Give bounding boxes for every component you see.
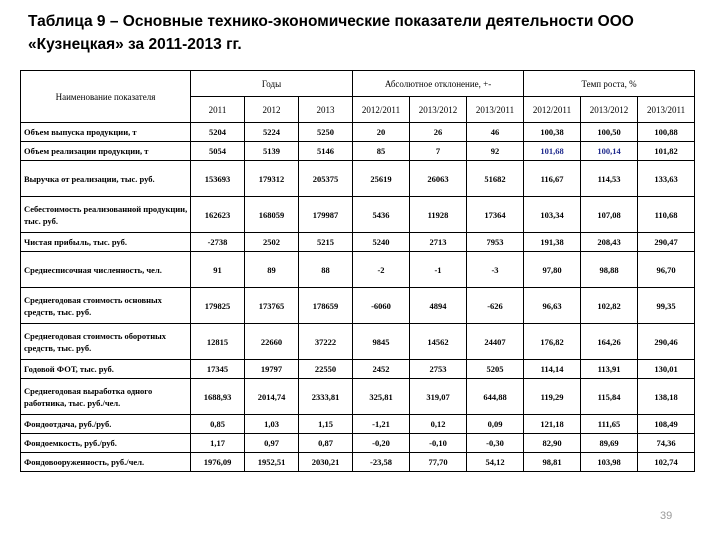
table-cell: 100,38 <box>524 123 581 142</box>
table-row <box>21 142 695 161</box>
table-cell: 2030,21 <box>299 453 353 472</box>
table-cell: 111,65 <box>581 415 638 434</box>
table-cell: 22660 <box>245 324 299 360</box>
table-cell: 12815 <box>191 324 245 360</box>
indicator-name: Себестоимость реализованной продукции, тыс. руб. <box>21 197 191 233</box>
table-cell: 85 <box>353 142 410 161</box>
table-cell: 25619 <box>353 161 410 197</box>
table-cell: -626 <box>467 288 524 324</box>
header-sub: 2013/2012 <box>410 97 467 123</box>
table-cell: 91 <box>191 252 245 288</box>
table-cell: 100,50 <box>581 123 638 142</box>
page-number: 39 <box>660 510 673 522</box>
table-cell: 19797 <box>245 360 299 379</box>
table-cell: 97,80 <box>524 252 581 288</box>
table-row <box>21 415 695 434</box>
table-cell: -23,58 <box>353 453 410 472</box>
header-sub: 2013 <box>299 97 353 123</box>
indicator-name: Объем выпуска продукции, т <box>21 123 191 142</box>
table-cell: 191,38 <box>524 233 581 252</box>
table-cell: -3 <box>467 252 524 288</box>
table-cell: 98,81 <box>524 453 581 472</box>
header-absolute-deviation: Абсолютное отклонение, +- <box>353 71 524 97</box>
table-cell: -1,21 <box>353 415 410 434</box>
table-row <box>21 379 695 415</box>
indicator-name: Фондовооруженность, руб./чел. <box>21 453 191 472</box>
table-row <box>21 288 695 324</box>
table-cell: 138,18 <box>638 379 695 415</box>
table-row <box>21 197 695 233</box>
table-cell: 26 <box>410 123 467 142</box>
table-cell: -2 <box>353 252 410 288</box>
table-cell: 1976,09 <box>191 453 245 472</box>
table-cell: 82,90 <box>524 434 581 453</box>
table-cell: 164,26 <box>581 324 638 360</box>
table-cell: 24407 <box>467 324 524 360</box>
table-cell: 644,88 <box>467 379 524 415</box>
table-row <box>21 360 695 379</box>
table-cell: 1,17 <box>191 434 245 453</box>
indicator-name: Среднегодовая стоимость оборотных средств, тыс. руб. <box>21 324 191 360</box>
table-cell: 17345 <box>191 360 245 379</box>
table-cell: 77,70 <box>410 453 467 472</box>
table-cell: 2014,74 <box>245 379 299 415</box>
table-cell: 113,91 <box>581 360 638 379</box>
table-cell: 205375 <box>299 161 353 197</box>
table-cell: 100,88 <box>638 123 695 142</box>
table-cell: 2452 <box>353 360 410 379</box>
table-cell: 5146 <box>299 142 353 161</box>
table-cell: 5139 <box>245 142 299 161</box>
table-cell: 179987 <box>299 197 353 233</box>
table-cell: 325,81 <box>353 379 410 415</box>
table-cell: 96,70 <box>638 252 695 288</box>
table-cell: 5215 <box>299 233 353 252</box>
table-cell: 102,74 <box>638 453 695 472</box>
table-cell: 133,63 <box>638 161 695 197</box>
table-cell: 103,34 <box>524 197 581 233</box>
header-sub: 2013/2012 <box>581 97 638 123</box>
indicator-name: Среднесписочная численность, чел. <box>21 252 191 288</box>
table-cell: 130,01 <box>638 360 695 379</box>
table-cell: 9845 <box>353 324 410 360</box>
table-cell: 290,47 <box>638 233 695 252</box>
table-cell: 1,03 <box>245 415 299 434</box>
table-cell: 290,46 <box>638 324 695 360</box>
table-cell: 46 <box>467 123 524 142</box>
table-cell: 2333,81 <box>299 379 353 415</box>
table-cell: 7953 <box>467 233 524 252</box>
table-cell: 162623 <box>191 197 245 233</box>
table-cell: 114,14 <box>524 360 581 379</box>
table-cell: 179825 <box>191 288 245 324</box>
header-growth-rate: Темп роста, % <box>524 71 695 97</box>
table-cell: -2738 <box>191 233 245 252</box>
table-cell: 1952,51 <box>245 453 299 472</box>
table-cell: 17364 <box>467 197 524 233</box>
table-cell: 0,12 <box>410 415 467 434</box>
table-cell: 119,29 <box>524 379 581 415</box>
table-cell: 89,69 <box>581 434 638 453</box>
table-cell: 115,84 <box>581 379 638 415</box>
header-sub: 2012 <box>245 97 299 123</box>
table-cell: 0,87 <box>299 434 353 453</box>
table-cell: 101,68 <box>524 142 581 161</box>
table-cell: -1 <box>410 252 467 288</box>
table-cell: 168059 <box>245 197 299 233</box>
table-cell: 98,88 <box>581 252 638 288</box>
table-cell: 121,18 <box>524 415 581 434</box>
table-cell: -0,30 <box>467 434 524 453</box>
table-cell: 108,49 <box>638 415 695 434</box>
table-cell: 5250 <box>299 123 353 142</box>
table-cell: 0,97 <box>245 434 299 453</box>
table-cell: 173765 <box>245 288 299 324</box>
table-cell: 88 <box>299 252 353 288</box>
table-cell: 101,82 <box>638 142 695 161</box>
table-cell: -6060 <box>353 288 410 324</box>
indicator-name: Фондоемкость, руб./руб. <box>21 434 191 453</box>
table-row <box>21 123 695 142</box>
indicator-name: Объем реализации продукции, т <box>21 142 191 161</box>
table-row <box>21 453 695 472</box>
table-cell: 2502 <box>245 233 299 252</box>
table-cell: 5205 <box>467 360 524 379</box>
table-cell: 100,14 <box>581 142 638 161</box>
header-years: Годы <box>191 71 353 97</box>
table-cell: 110,68 <box>638 197 695 233</box>
header-sub: 2011 <box>191 97 245 123</box>
header-sub: 2013/2011 <box>467 97 524 123</box>
table-cell: 208,43 <box>581 233 638 252</box>
table-cell: 51682 <box>467 161 524 197</box>
header-sub: 2012/2011 <box>524 97 581 123</box>
table-cell: 89 <box>245 252 299 288</box>
table-cell: 179312 <box>245 161 299 197</box>
header-sub: 2013/2011 <box>638 97 695 123</box>
table-cell: 54,12 <box>467 453 524 472</box>
table-cell: 0,85 <box>191 415 245 434</box>
table-cell: 5240 <box>353 233 410 252</box>
table-cell: 2753 <box>410 360 467 379</box>
indicators-table <box>20 70 695 472</box>
table-row <box>21 161 695 197</box>
table-cell: 153693 <box>191 161 245 197</box>
table-cell: 319,07 <box>410 379 467 415</box>
header-indicator-name: Наименование показателя <box>21 71 191 123</box>
table-cell: 96,63 <box>524 288 581 324</box>
indicator-name: Годовой ФОТ, тыс. руб. <box>21 360 191 379</box>
table-cell: 103,98 <box>581 453 638 472</box>
table-cell: 99,35 <box>638 288 695 324</box>
table-cell: 102,82 <box>581 288 638 324</box>
table-cell: 92 <box>467 142 524 161</box>
indicator-name: Чистая прибыль, тыс. руб. <box>21 233 191 252</box>
table-cell: 107,08 <box>581 197 638 233</box>
indicator-name: Фондоотдача, руб./руб. <box>21 415 191 434</box>
indicator-name: Среднегодовая стоимость основных средств, тыс. руб. <box>21 288 191 324</box>
table-row <box>21 252 695 288</box>
table-row <box>21 434 695 453</box>
table-cell: 5224 <box>245 123 299 142</box>
table-cell: -0,20 <box>353 434 410 453</box>
table-cell: 37222 <box>299 324 353 360</box>
table-cell: 11928 <box>410 197 467 233</box>
table-cell: 116,67 <box>524 161 581 197</box>
table-title: Таблица 9 – Основные технико-экономические показатели деятельности ООО «Кузнецкая» за 2011-2013 гг. <box>28 13 634 53</box>
table-cell: 176,82 <box>524 324 581 360</box>
table-cell: 0,09 <box>467 415 524 434</box>
table-cell: 14562 <box>410 324 467 360</box>
table-cell: 5436 <box>353 197 410 233</box>
table-cell: 5204 <box>191 123 245 142</box>
header-row-top <box>21 71 695 97</box>
table-cell: 1688,93 <box>191 379 245 415</box>
table-cell: 5054 <box>191 142 245 161</box>
table-cell: 114,53 <box>581 161 638 197</box>
table-cell: 74,36 <box>638 434 695 453</box>
table-cell: 2713 <box>410 233 467 252</box>
indicator-name: Среднегодовая выработка одного работника, тыс. руб./чел. <box>21 379 191 415</box>
table-row <box>21 324 695 360</box>
indicator-name: Выручка от реализации, тыс. руб. <box>21 161 191 197</box>
table-row <box>21 233 695 252</box>
table-cell: 1,15 <box>299 415 353 434</box>
table-cell: 22550 <box>299 360 353 379</box>
table-cell: 4894 <box>410 288 467 324</box>
table-cell: 7 <box>410 142 467 161</box>
table-cell: 178659 <box>299 288 353 324</box>
header-sub: 2012/2011 <box>353 97 410 123</box>
table-cell: -0,10 <box>410 434 467 453</box>
table-cell: 20 <box>353 123 410 142</box>
table-cell: 26063 <box>410 161 467 197</box>
